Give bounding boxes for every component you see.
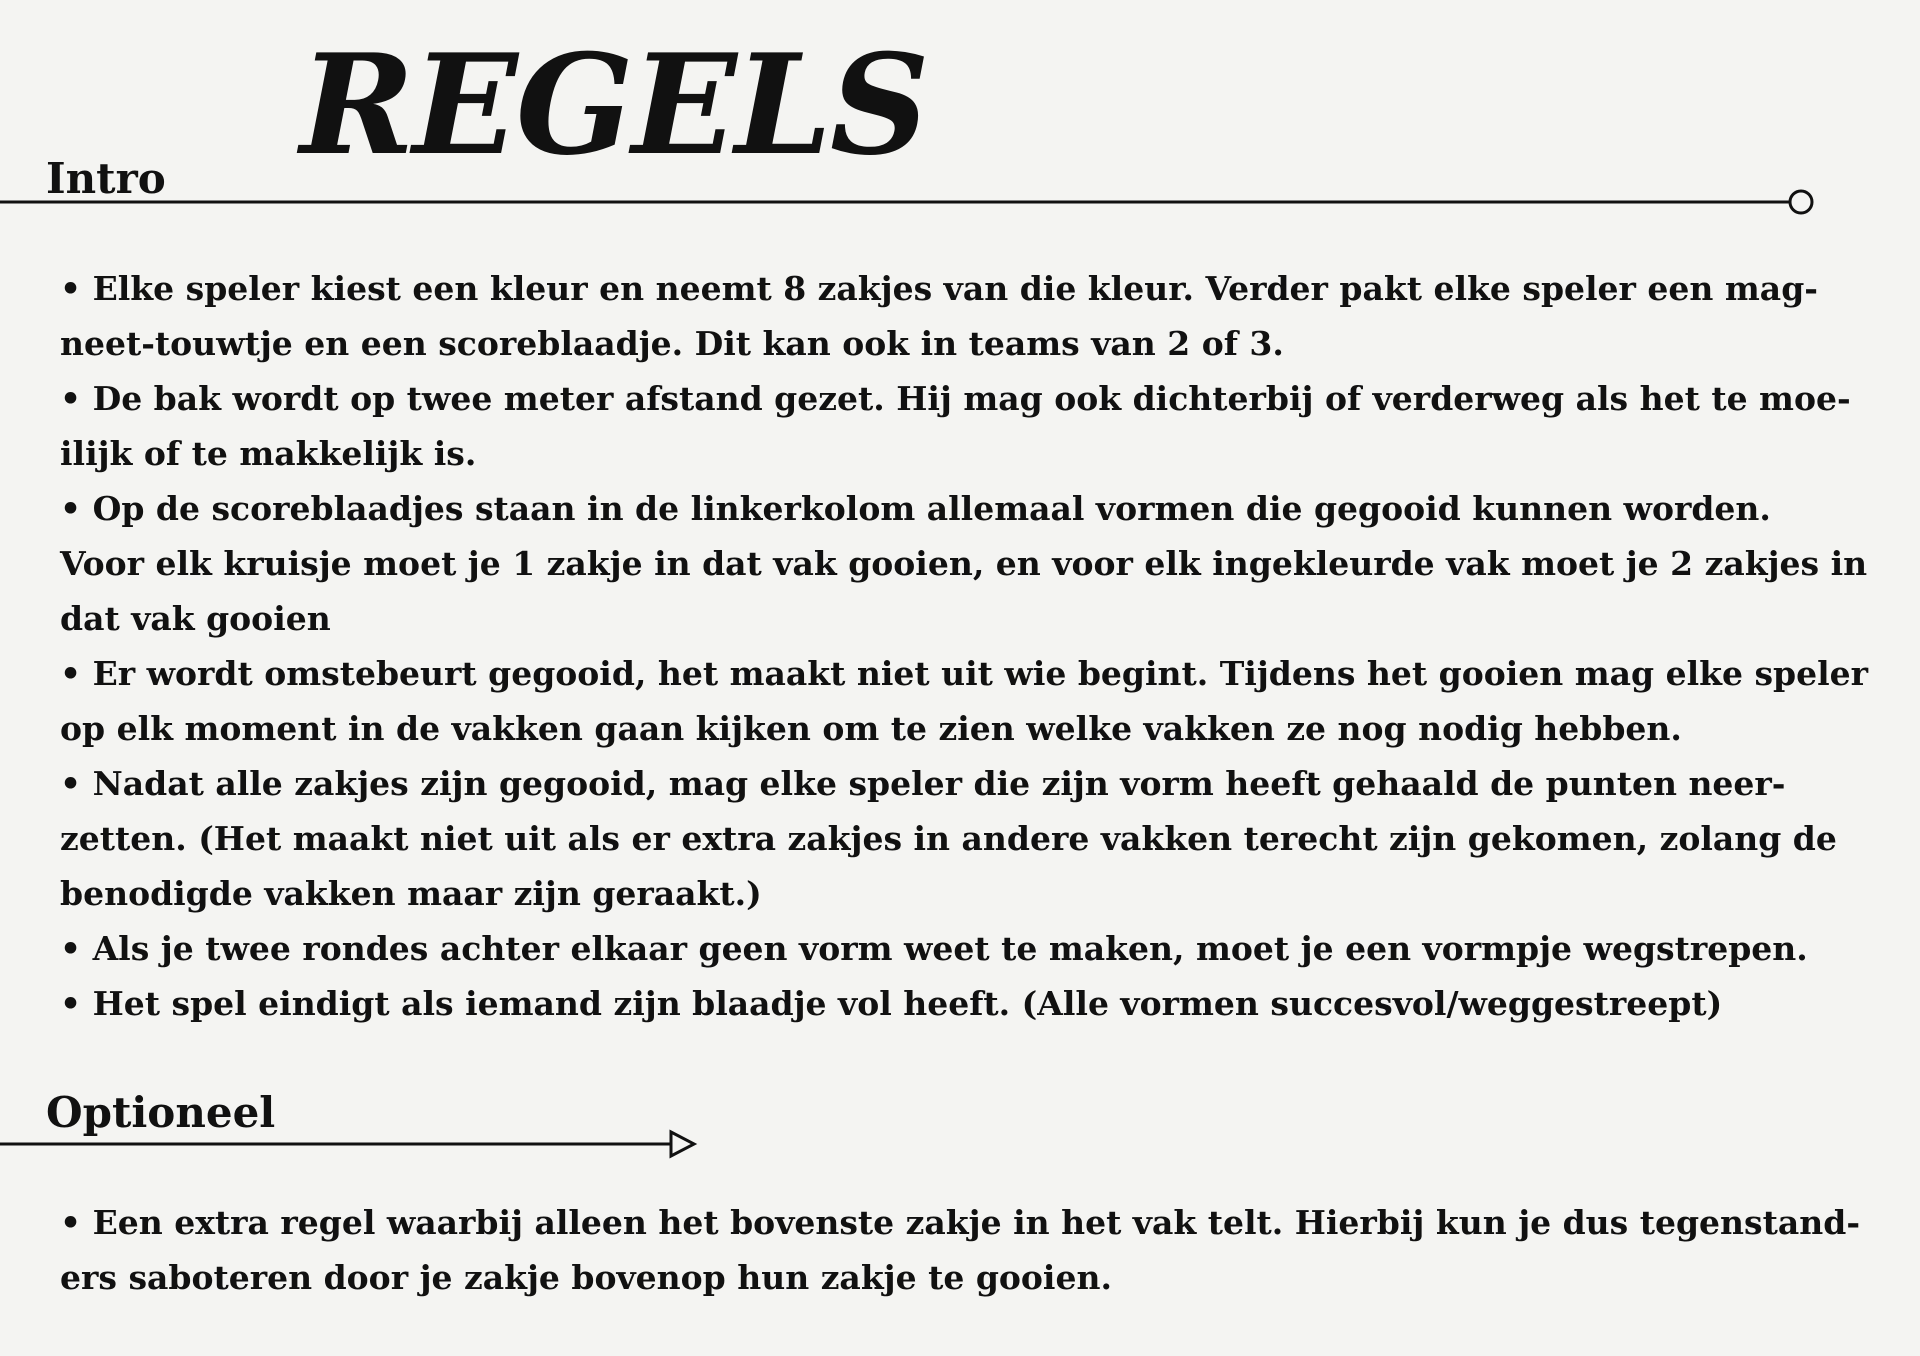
rule-line: • Als je twee rondes achter elkaar geen vorm weet te maken, moet je een vormpje wegstrepen.: [60, 929, 1808, 968]
rule-line: neet-touwtje en een scoreblaadje. Dit kan ook in teams van 2 of 3.: [60, 324, 1284, 363]
rule-item: [60, 921, 1860, 976]
rule-item: [60, 756, 1860, 921]
rule-line: • De bak wordt op twee meter afstand gezet. Hij mag ook dichterbij of verderweg als het te moe-: [60, 379, 1851, 418]
rule-item: [60, 481, 1868, 646]
rule-line: • Nadat alle zakjes zijn gegooid, mag elke speler die zijn vorm heeft gehaald de punten neer-: [60, 764, 1786, 803]
optional-divider: [0, 1128, 720, 1164]
rule-line: • Een extra regel waarbij alleen het bovenste zakje in het vak telt. Hierbij kun je dus tegenstand-: [60, 1203, 1861, 1242]
rule-line: zetten. (Het maakt niet uit als er extra zakjes in andere vakken terecht zijn gekomen, zolang de: [60, 819, 1837, 858]
arrowhead-icon: [671, 1132, 694, 1156]
rule-line: op elk moment in de vakken gaan kijken om te zien welke vakken ze nog nodig hebben.: [60, 709, 1682, 748]
rule-item: [60, 261, 1860, 371]
page-title: REGELS: [300, 23, 928, 186]
rule-item: [60, 1195, 1860, 1305]
intro-rules-list: [60, 261, 1869, 1031]
rule-line: dat vak gooien: [60, 599, 331, 638]
section-heading-intro: Intro: [46, 154, 166, 203]
intro-divider: [0, 189, 1820, 217]
rule-line: Voor elk kruisje moet je 1 zakje in dat vak gooien, en voor elk ingekleurde vak moet je 2 zakjes in: [60, 544, 1868, 583]
rule-item: [60, 646, 1869, 756]
rule-line: ers saboteren door je zakje bovenop hun zakje te gooien.: [60, 1258, 1112, 1297]
rule-line: benodigde vakken maar zijn geraakt.): [60, 874, 762, 913]
rule-item: [60, 976, 1860, 1031]
rule-line: • Het spel eindigt als iemand zijn blaadje vol heeft. (Alle vormen succesvol/weggestreept): [60, 984, 1723, 1023]
circle-endpoint-icon: [1790, 191, 1812, 213]
rule-line: • Op de scoreblaadjes staan in de linkerkolom allemaal vormen die gegooid kunnen worden.: [60, 489, 1771, 528]
rule-item: [60, 371, 1860, 481]
rule-line: • Er wordt omstebeurt gegooid, het maakt niet uit wie begint. Tijdens het gooien mag elke speler: [60, 654, 1869, 693]
rule-line: ilijk of te makkelijk is.: [60, 434, 477, 473]
rule-line: • Elke speler kiest een kleur en neemt 8 zakjes van die kleur. Verder pakt elke speler een mag-: [60, 269, 1818, 308]
section-heading-optional: Optioneel: [46, 1088, 276, 1137]
optional-rules-list: [60, 1195, 1860, 1305]
